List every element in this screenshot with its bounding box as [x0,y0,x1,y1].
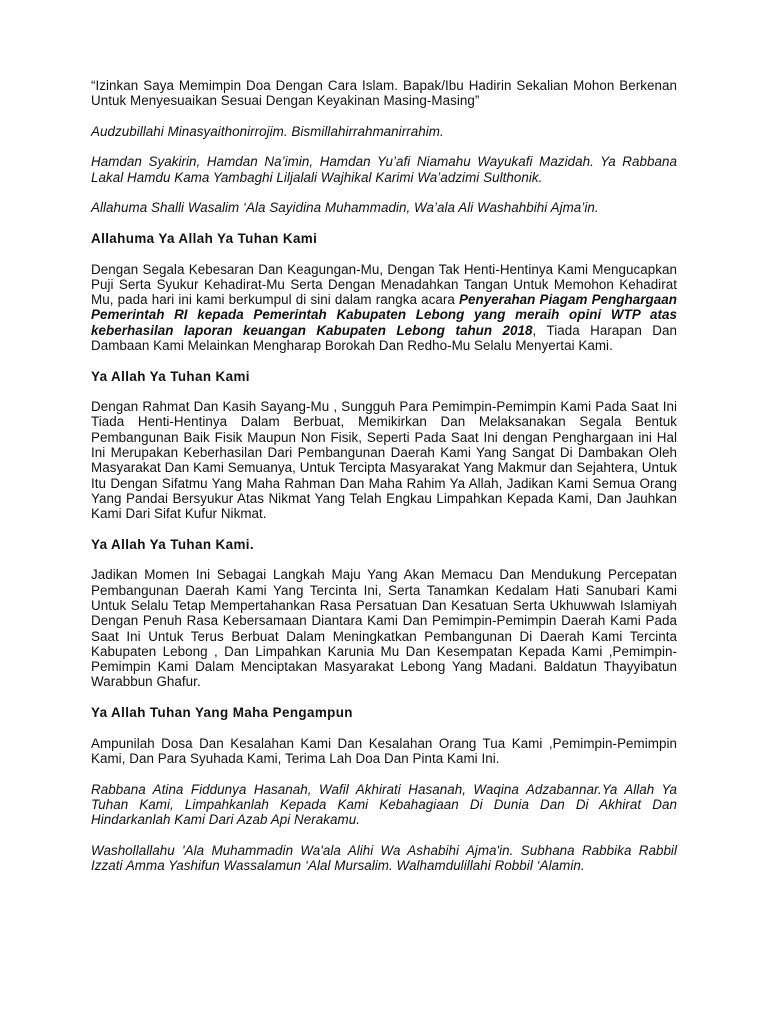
section-paragraph-4: Ampunilah Dosa Dan Kesalahan Kami Dan Kesalahan Orang Tua Kami ,Pemimpin-Pemimpin Kami, Dan Para Syuhada Kami, Terima Lah Doa Dan Pinta Kami Ini. [91,735,677,766]
section-heading-2: Ya Allah Ya Tuhan Kami [91,368,250,384]
section-paragraph-3: Jadikan Momen Ini Sebagai Langkah Maju Yang Akan Memacu Dan Mendukung Percepatan Pembangunan Daerah Kami Yang Tercinta Ini, Serta Tanamkan Kedalam Hati Sanubari Kami Untuk Selalu Tetap Mempertahankan Rasa Persatuan Dan Kesatuan Serta Ukhuwwah Islamiyah Dengan Penuh Rasa Kebersamaan Diantara Kami Dan Pemimpin-Pemimpin Daerah Kami Pada Saat Ini Untuk Terus Berbuat Dalam Meningkatkan Pembangunan Di Daerah Kami Tercinta Kabupaten Lebong , Dan Limpahkan Karunia Mu Dan Kesempatan Kepada Kami ,Pemimpin-Pemimpin Kami Dalam Menciptakan Masyarakat Lebong Yang Madani. Baldatun Thayyibatun Warabbun Ghafur. [91,567,677,690]
closing-shalawat: Washollallahu 'Ala Muhammadin Wa'ala Alihi Wa Ashabihi Ajma'in. Subhana Rabbika Rabbil Izzati Amma Yashifun Wassalamun ‘Alal Mursalim. Walhamdulillahi Robbil ‘Alamin. [91,842,677,874]
intro-paragraph: “Izinkan Saya Memimpin Doa Dengan Cara Islam. Bapak/Ibu Hadirin Sekalian Mohon Berkenan Untuk Menyesuaikan Sesuai Dengan Keyakinan Masing-Masing” [91,78,677,109]
section-heading-3: Ya Allah Ya Tuhan Kami. [91,537,254,553]
section-heading-1: Allahuma Ya Allah Ya Tuhan Kami [91,231,318,247]
closing-doa: Rabbana Atina Fiddunya Hasanah, Wafil Akhirati Hasanah, Waqina Adzabannar.Ya Allah Ya Tuhan Kami, Limpahkanlah Kepada Kami Kebahagiaan Di Dunia Dan Di Akhirat Dan Hindarkanlah Kami Dari Azab Api Nerakamu. [91,781,677,828]
section-1-text-before: Dengan Segala Kebesaran Dan Keagungan-Mu, Dengan Tak Henti-Hentinya Kami Mengucapkan Puji Serta Syukur Kehadirat-Mu Serta Dengan Menadahkan Tangan Untuk Memohon Kehadirat Mu, pada hari ini kami berkumpul di sini dalam rangka acara [91,261,677,308]
section-heading-4: Ya Allah Tuhan Yang Maha Pengampun [91,705,353,721]
event-name-emphasis: Penyerahan Piagam Penghargaan Pemerintah RI kepada Pemerintah Kabupaten Lebong yang meraih opini WTP atas keberhasilan laporan keuangan Kabupaten Lebong tahun 2018 [91,292,677,338]
section-paragraph-2: Dengan Rahmat Dan Kasih Sayang-Mu , Sungguh Para Pemimpin-Pemimpin Kami Pada Saat Ini Tiada Henti-Hentinya Dalam Berbuat, Memikirkan Dan Melaksanakan Segala Bentuk Pembangunan Baik Fisik Maupun Non Fisik, Seperti Pada Saat Ini dengan Penghargaan ini Hal Ini Merupakan Keberhasilan Dari Pembangunan Daerah Kami Yang Sangat Di Dambakan Oleh Masyarakat Dan Kami Semuanya, Untuk Tercipta Masyarakat Yang Makmur dan Sejahtera, Untuk Itu Dengan Sifatmu Yang Maha Rahman Dan Maha Rahim Ya Allah, Jadikan Kami Semua Orang Yang Pandai Bersyukur Atas Nikmat Yang Telah Engkau Limpahkan Kepada Kami, Dan Jauhkan Kami Dari Sifat Kufur Nikmat. [91,399,677,522]
opening-hamdalah: Hamdan Syakirin, Hamdan Na’imin, Hamdan Yu’afi Niamahu Wayukafi Mazidah. Ya Rabbana Lakal Hamdu Kama Yambaghi Liljalali Wajhikal Karimi Wa’adzimi Sulthonik. [91,154,677,185]
opening-shalawat: Allahuma Shalli Wasalim ‘Ala Sayidina Muhammadin, Wa’ala Ali Washahbihi Ajma’in. [91,200,599,216]
section-1-text-after: , Tiada Harapan Dan Dambaan Kami Melainkan Mengharap Borokah Dan Redho-Mu Selalu Menyertai Kami. [91,322,677,354]
opening-taawudz: Audzubillahi Minasyaithonirrojim. Bismillahirrahmanirrahim. [91,123,444,139]
section-paragraph-1 [91,262,677,354]
